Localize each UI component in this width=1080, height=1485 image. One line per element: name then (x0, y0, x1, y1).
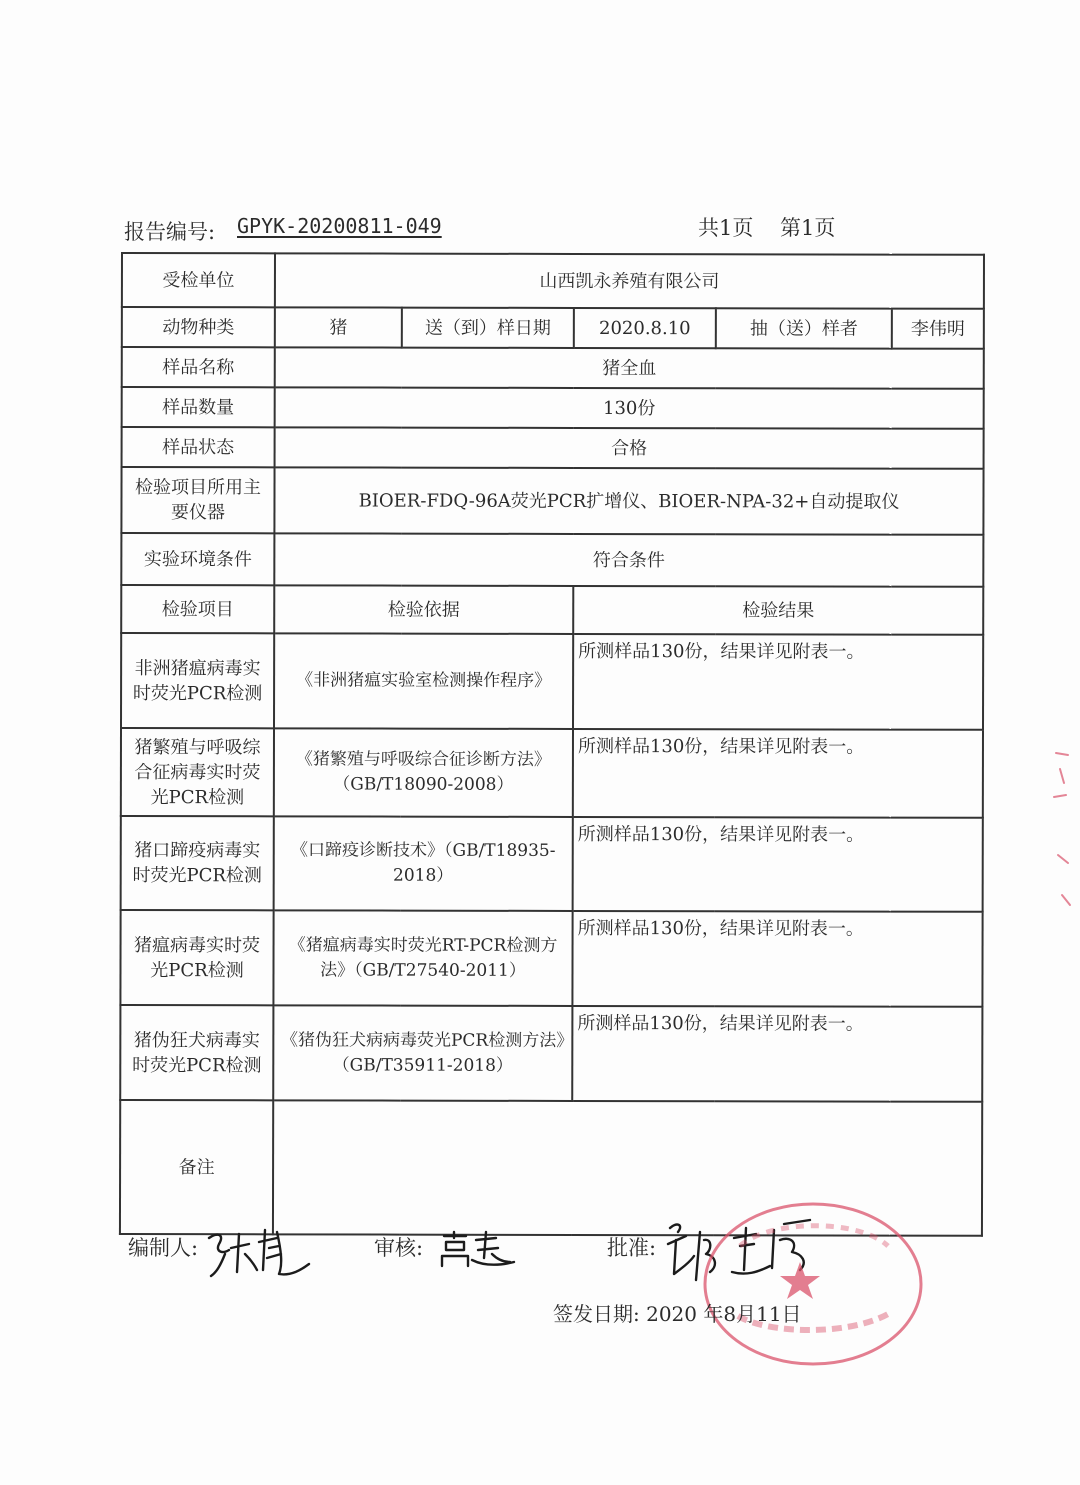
table-row (121, 816, 983, 912)
compiler-label: 编制人: (128, 1236, 199, 1260)
report-number-label: 报告编号: (124, 220, 216, 244)
table-row (122, 307, 984, 349)
test-item: 猪繁殖与呼吸综合征病毒实时荧光PCR检测 (121, 728, 274, 816)
table-row (120, 910, 982, 1007)
sample-name-label: 样品名称 (122, 347, 275, 387)
page-count: 共1页 (698, 216, 754, 240)
col-header-result: 检验结果 (573, 586, 983, 635)
report-number: GPYK-20200811-049 (237, 214, 442, 238)
page-number: 第1页 (780, 216, 836, 240)
unit-label: 受检单位 (122, 253, 275, 307)
table-row (121, 728, 983, 818)
report-header (124, 212, 844, 246)
table-row (121, 633, 983, 730)
species-label: 动物种类 (122, 307, 275, 347)
reviewer-label: 审核: (374, 1236, 424, 1260)
test-result: 所测样品130份，结果详见附表一。 (572, 911, 982, 1007)
compiler-signature (205, 1224, 320, 1286)
unit-value: 山西凯永养殖有限公司 (275, 253, 984, 308)
approver-label: 批准: (607, 1236, 657, 1260)
table-row (121, 533, 983, 587)
test-result: 所测样品130份，结果详见附表一。 (573, 634, 983, 730)
seam-stamp-marks (1050, 745, 1074, 915)
test-basis: 《口蹄疫诊断技术》（GB/T18935-2018） (274, 816, 573, 911)
test-basis: 《非洲猪瘟实验室检测操作程序》 (274, 633, 573, 729)
reviewer-signature (436, 1228, 516, 1270)
test-item: 猪口蹄疫病毒实时荧光PCR检测 (121, 816, 274, 910)
test-result: 所测样品130份，结果详见附表一。 (573, 817, 983, 912)
test-item: 猪伪狂犬病毒实时荧光PCR检测 (120, 1005, 273, 1100)
table-row (122, 387, 984, 429)
sample-name-value: 猪全血 (275, 347, 984, 388)
col-header-basis: 检验依据 (274, 585, 573, 634)
table-row (122, 427, 984, 469)
official-stamp (698, 1196, 928, 1371)
sample-qty-label: 样品数量 (122, 387, 275, 427)
table-row (122, 347, 984, 389)
test-basis: 《猪瘟病毒实时荧光RT-PCR检测方法》（GB/T27540-2011） (273, 910, 572, 1006)
sampler-label: 抽（送）样者 (716, 308, 892, 348)
instrument-label: 检验项目所用主要仪器 (121, 467, 274, 533)
inspection-report-table (119, 252, 985, 1237)
species-value: 猪 (275, 307, 402, 347)
test-basis: 《猪繁殖与呼吸综合征诊断方法》（GB/T18090-2008） (274, 728, 573, 817)
col-header-item: 检验项目 (121, 585, 274, 633)
sample-state-label: 样品状态 (122, 427, 275, 467)
send-date-label: 送（到）样日期 (402, 308, 574, 348)
table-row (122, 253, 984, 309)
test-result: 所测样品130份，结果详见附表一。 (573, 729, 983, 818)
test-result: 所测样品130份，结果详见附表一。 (572, 1006, 982, 1102)
env-label: 实验环境条件 (121, 533, 274, 585)
table-row (121, 585, 983, 635)
test-item: 非洲猪瘟病毒实时荧光PCR检测 (121, 633, 274, 728)
instrument-value: BIOER-FDQ-96A荧光PCR扩增仪、BIOER-NPA-32+自动提取仪 (274, 467, 983, 534)
send-date-value: 2020.8.10 (574, 308, 716, 348)
sampler-value: 李伟明 (892, 309, 984, 349)
table-row (120, 1005, 982, 1102)
issue-date: 2020 年8月11日 (646, 1302, 802, 1326)
issue-date-row (553, 1298, 802, 1327)
test-item: 猪瘟病毒实时荧光PCR检测 (120, 910, 273, 1005)
remarks-label: 备注 (120, 1100, 273, 1234)
sample-qty-value: 130份 (275, 387, 984, 428)
test-basis: 《猪伪狂犬病病毒荧光PCR检测方法》（GB/T35911-2018） (273, 1005, 572, 1101)
issue-date-label: 签发日期: (553, 1302, 640, 1326)
table-row (121, 467, 983, 535)
env-value: 符合条件 (274, 533, 983, 586)
sample-state-value: 合格 (275, 427, 984, 468)
